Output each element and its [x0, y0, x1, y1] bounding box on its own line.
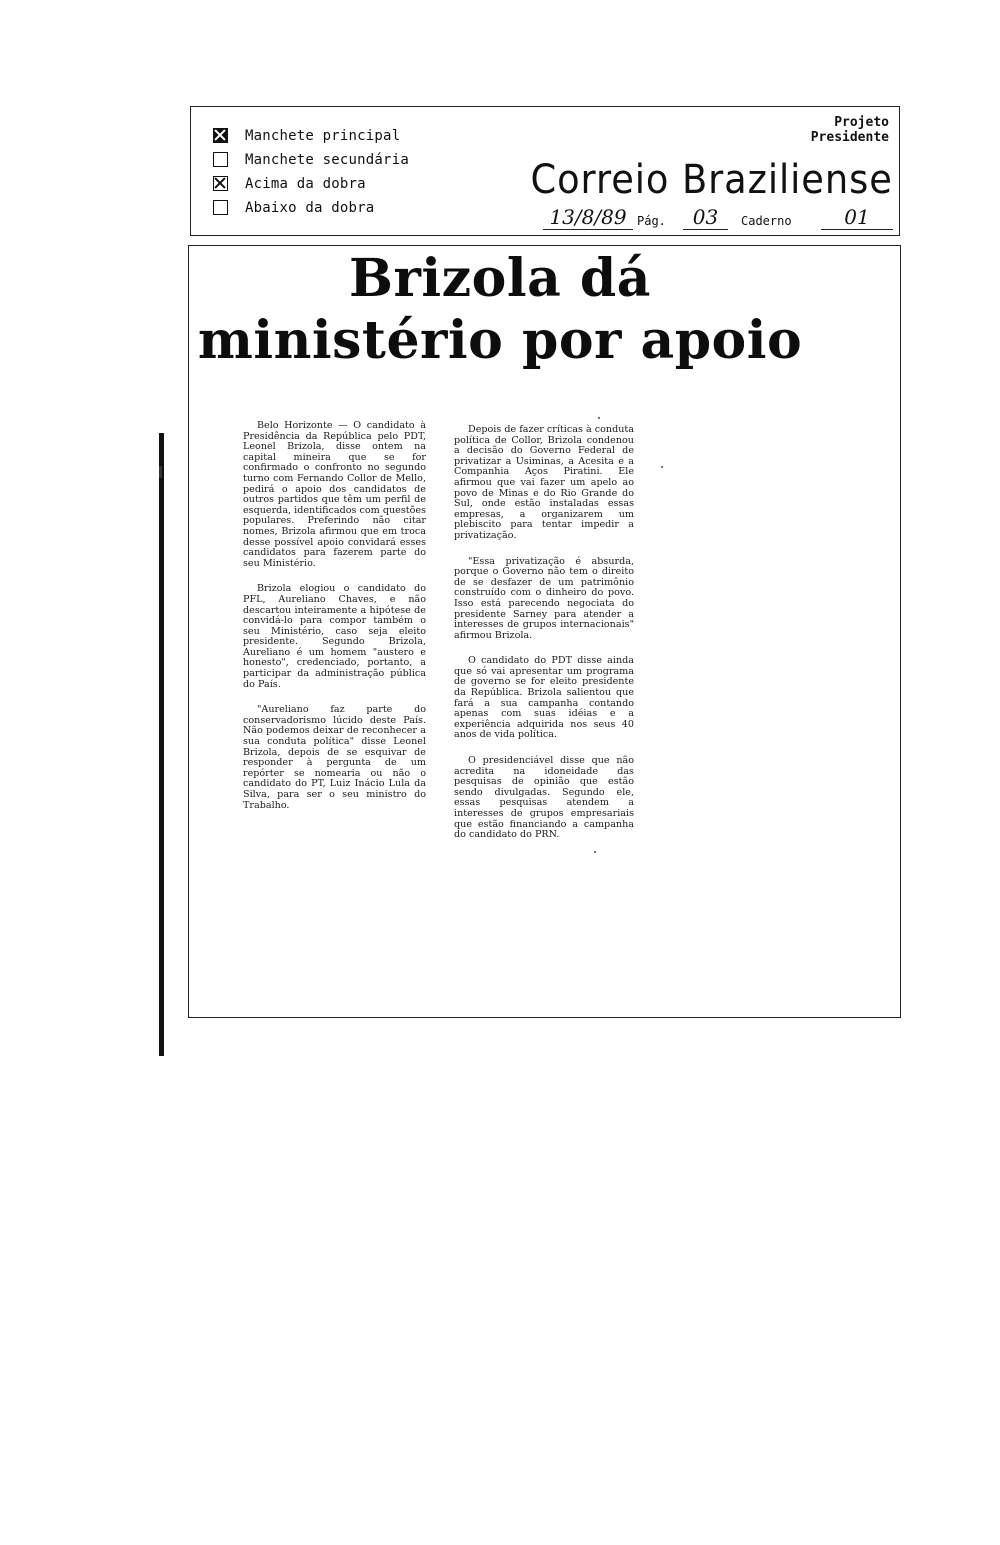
newspaper-name: Correio Braziliense	[530, 157, 893, 203]
checkbox-unchecked	[213, 200, 228, 215]
clipping-meta-line	[543, 205, 893, 231]
project-line-1: Projeto	[834, 115, 889, 130]
article-paragraph: Belo Horizonte — O candidato à Presidência da República pelo PDT, Leonel Brizola, disse ontem na capital mineira que se for confirmado o confronto no segundo turno com Fernando Collor de Mello, pedirá o apoio dos candidatos de outros partidos que têm um perfil de esquerda, identificados com questões populares. Preferindo não citar nomes, Brizola afirmou que em troca desse possível apoio convidará esses candidatos para fazerem parte do seu Ministério.	[243, 420, 426, 569]
scan-speck	[661, 466, 663, 468]
article-column-1	[243, 421, 426, 826]
project-label	[811, 115, 889, 145]
scan-margin-tick	[159, 466, 162, 478]
article-column-2	[454, 425, 634, 856]
date-field: 13/8/89	[543, 205, 633, 230]
page-field: 03	[683, 205, 728, 230]
checklist-label: Abaixo da dobra	[245, 200, 375, 216]
checkbox-checked	[213, 176, 228, 191]
article-paragraph: O presidenciável disse que não acredita na idoneidade das pesquisas de opinião que estão sendo divulgadas. Segundo ele, essas pesquisas atendem a interesses de grupos empresariais que estão financiando a campanha do candidato do PRN.	[454, 755, 634, 841]
scan-speck	[594, 851, 596, 853]
scan-speck	[598, 417, 600, 419]
clipping-header-box	[190, 106, 900, 236]
page-label: Pág.	[637, 214, 666, 228]
checklist-label: Manchete secundária	[245, 152, 409, 168]
checklist-label: Manchete principal	[245, 128, 401, 144]
checkbox-checked	[213, 128, 228, 143]
checklist-label: Acima da dobra	[245, 176, 366, 192]
article-paragraph: "Aureliano faz parte do conservadorismo lúcido deste País. Não podemos deixar de reconhecer a sua conduta política" disse Leonel Brizola, depois de se esquivar de responder à pergunta de um repórter se nomearia ou não o candidato do PT, Luiz Inácio Lula da Silva, para ser o seu ministro do Trabalho.	[243, 704, 426, 811]
headline-line-1: Brizola dá	[349, 248, 651, 309]
checkbox-unchecked	[213, 152, 228, 167]
section-label: Caderno	[741, 214, 792, 228]
article-paragraph: Depois de fazer críticas à conduta política de Collor, Brizola condenou a decisão do Governo Federal de privatizar a Usiminas, a Acesita e a Companhia Aços Piratini. Ele afirmou que vai fazer um apelo ao povo de Minas e do Rio Grande do Sul, onde estão instaladas essas empresas, a organizarem um plebiscito para tentar impedir a privatização.	[454, 424, 634, 541]
article-paragraph: Brizola elogiou o candidato do PFL, Aureliano Chaves, e não descartou inteiramente a hipótese de convidá-lo para compor também o seu Ministério, caso seja eleito presidente. Segundo Brizola, Aureliano é um homem "austero e honesto", credenciado, portanto, a participar da administração pública do País.	[243, 583, 426, 690]
section-field: 01	[821, 205, 893, 230]
headline-line-2: ministério por apoio	[197, 310, 803, 371]
article-paragraph: "Essa privatização é absurda, porque o Governo não tem o direito de se desfazer de um patrimônio construído com o dinheiro do povo. Isso está parecendo negociata do presidente Sarney para atender a interesses de grupos internacionais" afirmou Brizola.	[454, 555, 634, 641]
project-line-2: Presidente	[810, 130, 889, 145]
article-paragraph: O candidato do PDT disse ainda que só vai apresentar um programa de governo se for eleito presidente da República. Brizola salientou que fará a sua campanha contando apenas com suas idéias e a experiência adquirida nos seus 40 anos de vida política.	[454, 655, 634, 741]
scan-margin-bar	[159, 433, 164, 1056]
